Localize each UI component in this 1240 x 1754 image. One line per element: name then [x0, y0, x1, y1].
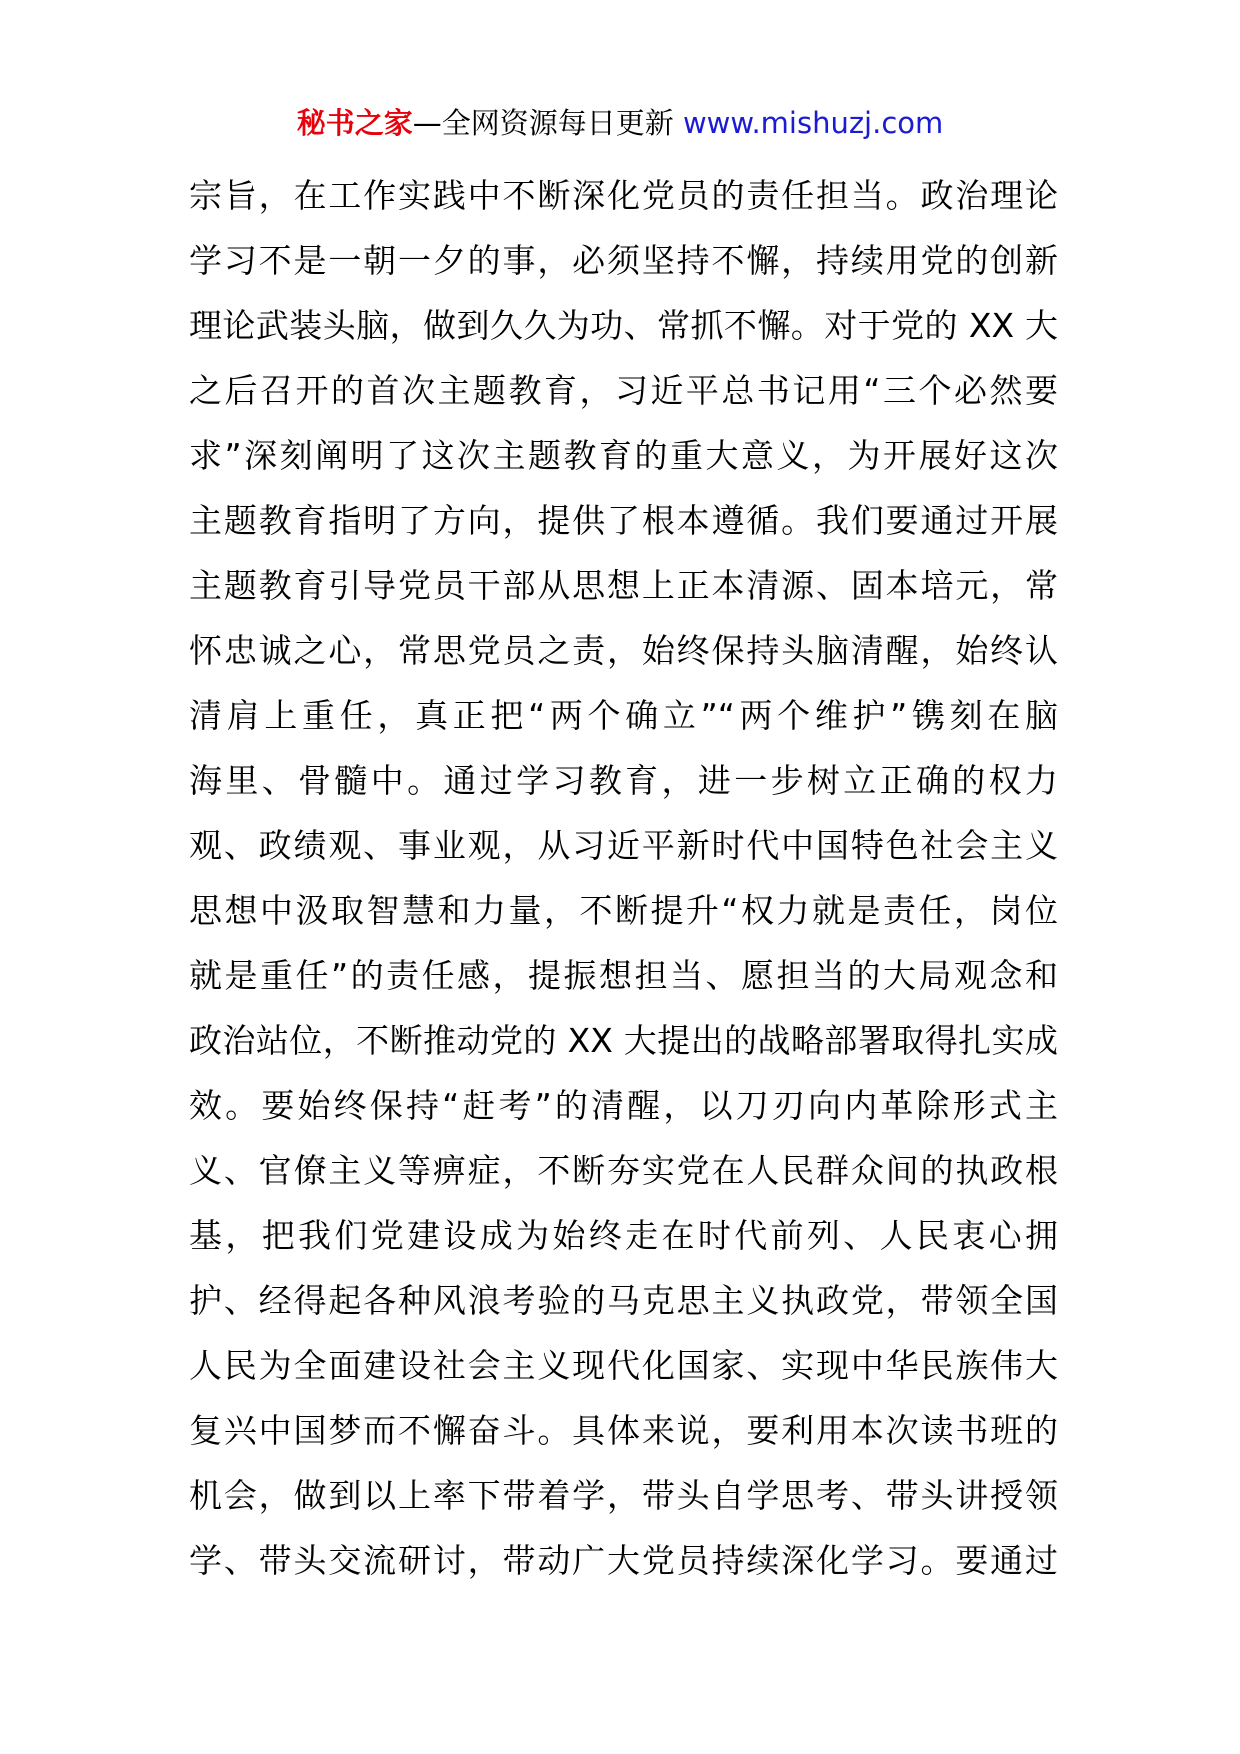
text-line: 护、经得起各种风浪考验的马克思主义执政党，带领全国 [189, 1281, 1058, 1320]
text-line: 怀忠诚之心，常思党员之责，始终保持头脑清醒，始终认 [189, 631, 1058, 670]
text-line: 政治站位，不断推动党的 XX 大提出的战略部署取得扎实成 [189, 1021, 1058, 1060]
text-line: 海里、骨髓中。通过学习教育，进一步树立正确的权力 [189, 761, 1058, 800]
text-line: 人民为全面建设社会主义现代化国家、实现中华民族伟大 [189, 1346, 1058, 1385]
text-line: 主题教育引导党员干部从思想上正本清源、固本培元，常 [189, 566, 1058, 605]
text-line: 效。要始终保持“赶考”的清醒，以刀刃向内革除形式主 [189, 1086, 1058, 1125]
text-line: 清肩上重任，真正把“两个确立”“两个维护”镌刻在脑 [189, 696, 1058, 735]
text-line: 宗旨，在工作实践中不断深化党员的责任担当。政治理论 [189, 176, 1058, 215]
text-line: 基，把我们党建设成为始终走在时代前列、人民衷心拥 [189, 1216, 1058, 1255]
document-body [189, 163, 1058, 1593]
text-line: 学、带头交流研讨，带动广大党员持续深化学习。要通过 [189, 1541, 1058, 1580]
text-line: 之后召开的首次主题教育，习近平总书记用“三个必然要 [189, 371, 1058, 410]
site-brand: 秘书之家 [296, 106, 413, 140]
text-line: 主题教育指明了方向，提供了根本遵循。我们要通过开展 [189, 501, 1058, 540]
text-line: 观、政绩观、事业观，从习近平新时代中国特色社会主义 [189, 826, 1058, 865]
text-line: 思想中汲取智慧和力量，不断提升“权力就是责任，岗位 [189, 891, 1058, 930]
watermark-header [0, 103, 1240, 143]
text-line: 机会，做到以上率下带着学，带头自学思考、带头讲授领 [189, 1476, 1058, 1515]
text-line: 学习不是一朝一夕的事，必须坚持不懈，持续用党的创新 [189, 241, 1058, 280]
text-line: 复兴中国梦而不懈奋斗。具体来说，要利用本次读书班的 [189, 1411, 1058, 1450]
text-line: 理论武装头脑，做到久久为功、常抓不懈。对于党的 XX 大 [189, 306, 1058, 345]
text-line: 就是重任”的责任感，提振想担当、愿担当的大局观念和 [189, 956, 1058, 995]
text-line: 义、官僚主义等痹症，不断夯实党在人民群众间的执政根 [189, 1151, 1058, 1190]
site-tagline: —全网资源每日更新 [412, 106, 674, 140]
text-line: 求”深刻阐明了这次主题教育的重大意义，为开展好这次 [189, 436, 1058, 475]
site-url: www.mishuzj.com [682, 106, 944, 140]
